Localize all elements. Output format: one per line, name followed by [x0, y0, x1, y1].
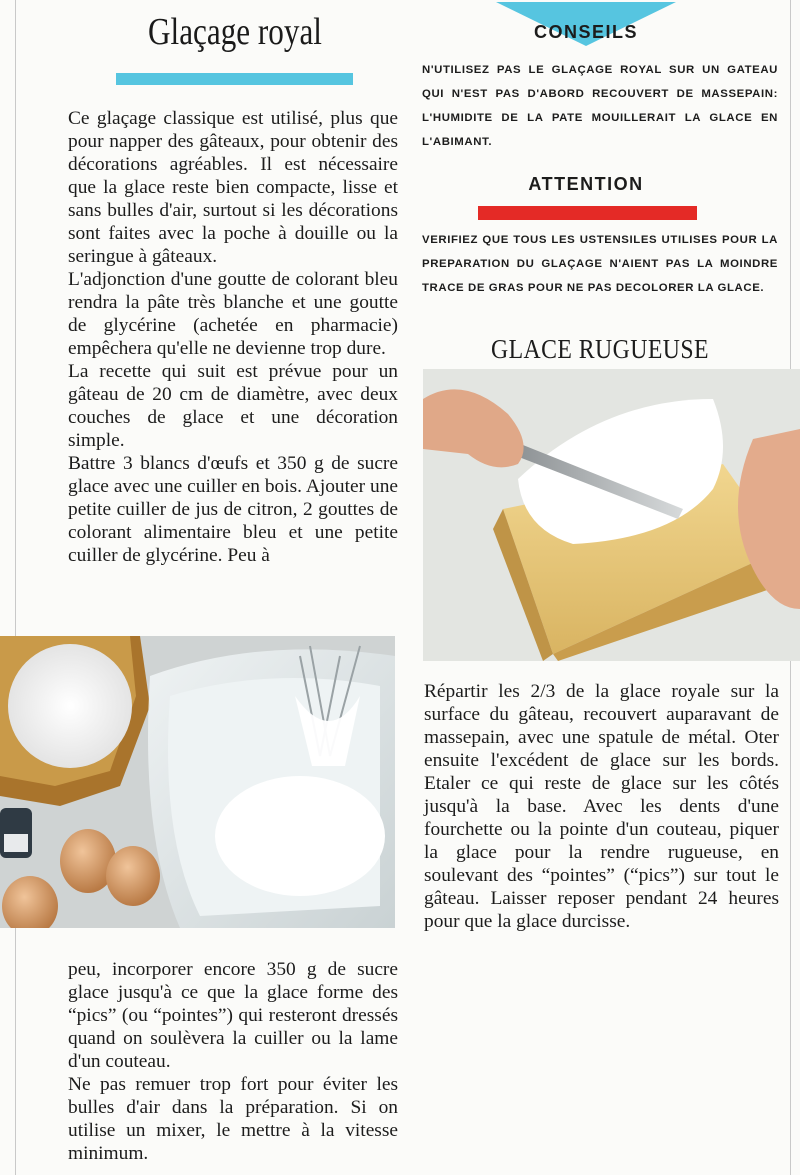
paragraph: Ne pas remuer trop fort pour éviter les bulles d'air dans la préparation. Si on utilise un mixer, le mettre à la vitesse minimum.	[68, 1074, 398, 1164]
page-title: Glaçage royal	[148, 11, 322, 53]
attention-paragraph: VERIFIEZ QUE TOUS LES USTENSILES UTILISES POUR LA PREPARATION DU GLAÇAGE N'AIENT PAS LA MOINDRE TRACE DE GRAS POUR NE PAS DECOLORER LA GLACE.	[422, 234, 778, 294]
glace-rugueuse-heading: GLACE RUGUEUSE	[490, 334, 710, 364]
attention-text	[422, 228, 778, 300]
glace-rugueuse-text	[424, 680, 779, 933]
paragraph: L'adjonction d'une goutte de colorant bleu rendra la pâte très blanche et une goutte de glycérine (achetée en pharmacie) empêchera qu'elle ne devienne trop dure.	[68, 269, 398, 359]
paragraph: La recette qui suit est prévue pour un gâteau de 20 cm de diamètre, avec deux couches de glace et une décoration simple.	[68, 361, 398, 451]
attention-heading: ATTENTION	[528, 174, 644, 194]
paragraph: peu, incorporer encore 350 g de sucre glace jusqu'à ce que la glace forme des “pics” (ou “pointes”) qui resteront dressés quand on soulèvera la cuiller ou la lame d'un couteau.	[68, 959, 398, 1072]
title-underline-bar	[116, 73, 353, 85]
intro-text	[68, 107, 398, 567]
left-page-edge	[15, 0, 16, 1175]
cake-icing-photo	[423, 369, 800, 661]
conseils-heading: CONSEILS	[533, 22, 638, 42]
conseils-text	[422, 58, 778, 154]
continuation-text	[68, 958, 398, 1165]
paragraph: Ce glaçage classique est utilisé, plus que pour napper des gâteaux, pour obtenir des décorations agréables. Il est nécessaire que la glace reste bien compacte, lisse et sans bulles d'air, surtout si les décorations sont faites avec la poche à douille ou la seringue à gâteaux.	[68, 108, 398, 267]
conseils-paragraph: N'UTILISEZ PAS LE GLAÇAGE ROYAL SUR UN GATEAU QUI N'EST PAS D'ABORD RECOUVERT DE MASSEPAIN: L'HUMIDITE DE LA PATE MOUILLERAIT LA GLACE EN L'ABIMANT.	[422, 64, 778, 148]
attention-red-bar	[478, 206, 697, 220]
paragraph: Répartir les 2/3 de la glace royale sur la surface du gâteau, recouvert auparavant de massepain, avec une spatule de métal. Oter ensuite l'excédent de glace sur les bords. Etaler ce qui reste de glace sur les côtés jusqu'à la base. Avec les dents d'une fourchette ou la pointe d'un couteau, piquer la glace pour la rendre rugueuse, en soulevant des “pointes” (“pics”) sur tout le gâteau. Laisser reposer pendant 24 heures pour que la glace durcisse.	[424, 681, 779, 932]
paragraph: Battre 3 blancs d'œufs et 350 g de sucre glace avec une cuiller en bois. Ajouter une petite cuiller de jus de citron, 2 gouttes de colorant alimentaire bleu et une petite cuiller de glycérine. Peu à	[68, 453, 398, 566]
meringue-preparation-photo	[0, 636, 395, 928]
